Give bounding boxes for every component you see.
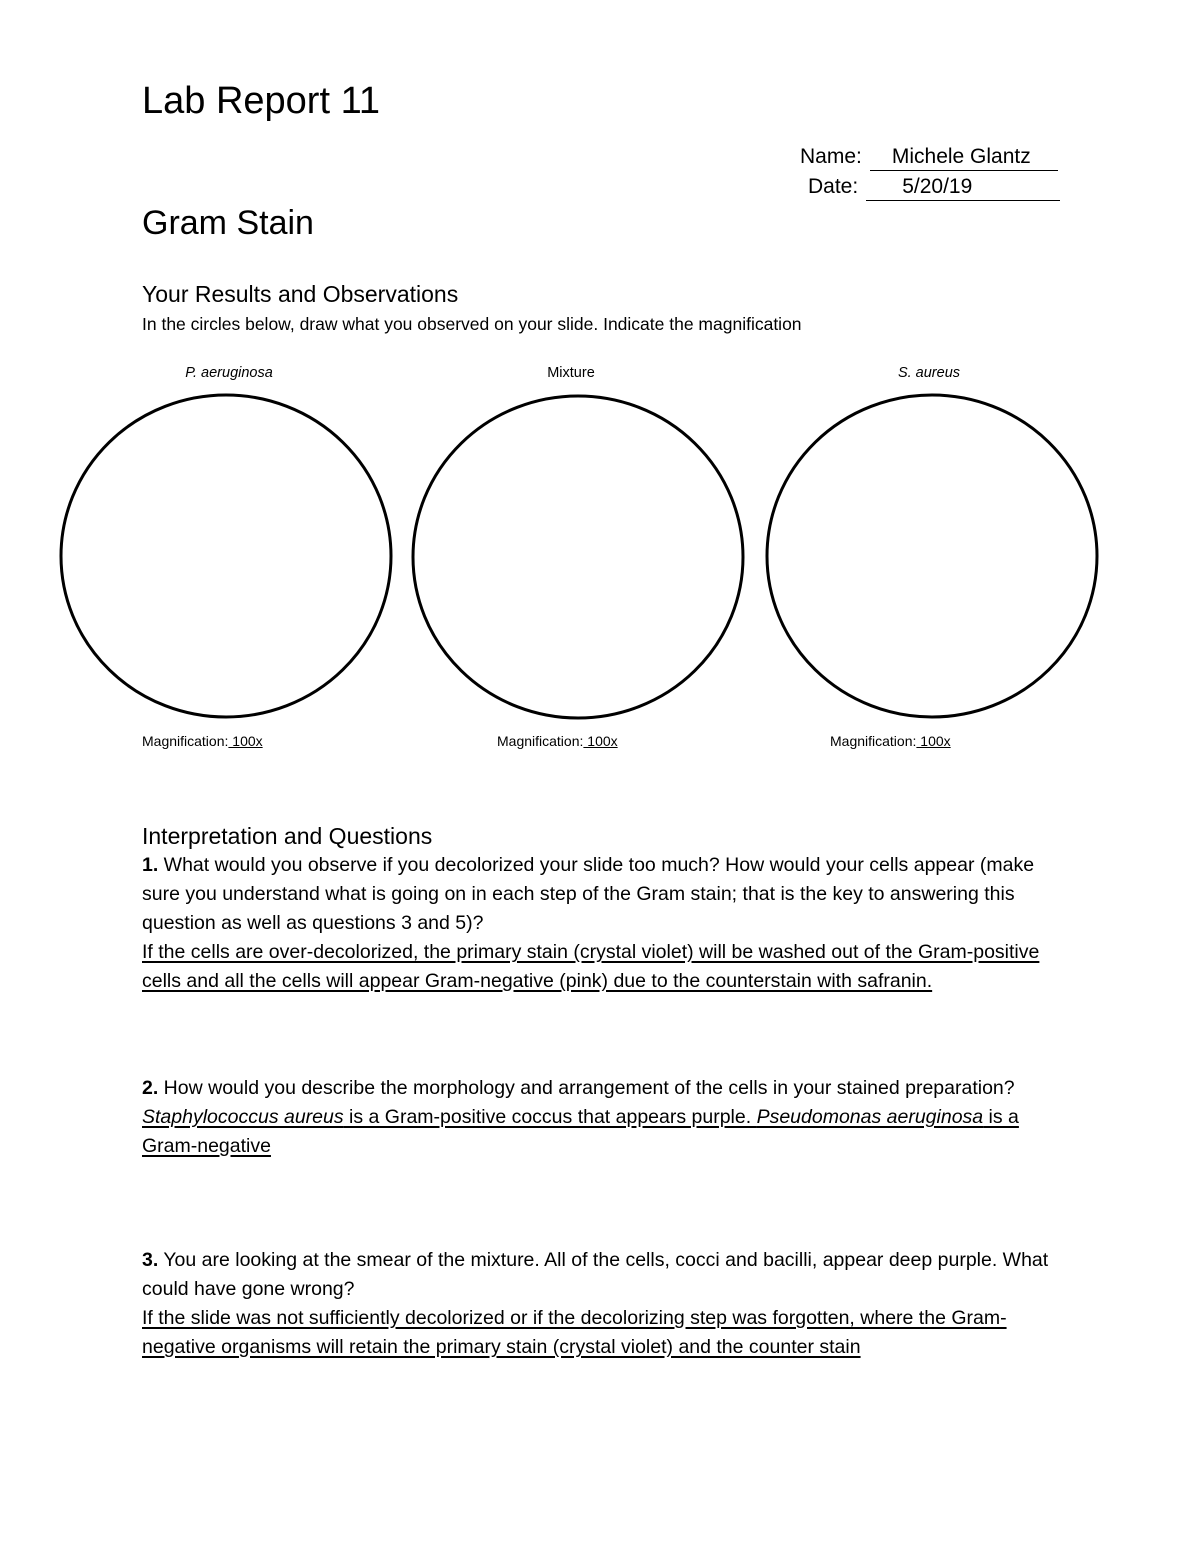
results-heading: Your Results and Observations [142, 281, 459, 307]
date-label: Date: [808, 175, 859, 198]
magnification-p-aeruginosa [142, 732, 263, 750]
name-value: Michele Glantz [870, 144, 1058, 171]
magnification-label: Magnification: [830, 733, 917, 749]
answer-species-1: Staphylococcus aureus [142, 1106, 344, 1128]
question-2 [142, 1074, 1062, 1161]
question-number: 3. [142, 1249, 159, 1271]
question-1 [142, 851, 1062, 996]
magnification-mixture [497, 732, 618, 750]
page-title: Lab Report 11 [142, 80, 381, 122]
drawing-circle-p-aeruginosa[interactable] [61, 395, 391, 717]
questions-heading: Interpretation and Questions [142, 823, 433, 849]
answer-species-2: Pseudomonas aeruginosa [756, 1106, 984, 1128]
answer-1: If the cells are over-decolorized, the primary stain (crystal violet) will be washed out of the Gram-positive cells and all the cells will appear Gram-negative (pink) due to the counterstain with safranin. [142, 941, 1040, 992]
drawing-circles [0, 0, 1200, 760]
question-text: You are looking at the smear of the mixture. All of the cells, cocci and bacilli, appear deep purple. What could have gone wrong? [142, 1249, 1049, 1300]
magnification-value: 100x [583, 733, 618, 749]
magnification-value: 100x [916, 733, 951, 749]
magnification-value: 100x [228, 733, 263, 749]
answer-2 [142, 1106, 1019, 1157]
answer-3: If the slide was not sufficiently decolorized or if the decolorizing step was forgotten, where the Gram-negative organisms will retain the primary stain (crystal violet) and the counter stain [142, 1307, 1007, 1358]
question-number: 1. [142, 854, 159, 876]
magnification-label: Magnification: [497, 733, 584, 749]
drawing-circle-s-aureus[interactable] [767, 395, 1097, 717]
answer-text-2: is a Gram-negative [142, 1106, 1019, 1157]
magnification-s-aureus [830, 732, 951, 750]
question-text: How would you describe the morphology and arrangement of the cells in your stained preparation? [158, 1077, 1015, 1099]
name-label: Name: [800, 145, 862, 168]
drawing-circle-mixture[interactable] [413, 396, 743, 718]
results-instructions: In the circles below, draw what you observed on your slide. Indicate the magnification [142, 314, 802, 334]
panel-label-mixture: Mixture [547, 365, 595, 381]
answer-text-1: is a Gram-positive coccus that appears purple. [343, 1106, 757, 1128]
date-value: 5/20/19 [866, 174, 1060, 201]
section-subtitle: Gram Stain [142, 204, 314, 242]
question-number: 2. [142, 1077, 159, 1099]
question-3 [142, 1246, 1062, 1362]
panel-label-s-aureus: S. aureus [897, 365, 961, 381]
question-text: What would you observe if you decolorized your slide too much? How would your cells appear (make sure you understand what is going on in each step of the Gram stain; that is the key to answering this question as well as questions 3 and 5)? [142, 854, 1035, 934]
panel-label-p-aeruginosa: P. aeruginosa [185, 365, 273, 381]
magnification-label: Magnification: [142, 733, 229, 749]
